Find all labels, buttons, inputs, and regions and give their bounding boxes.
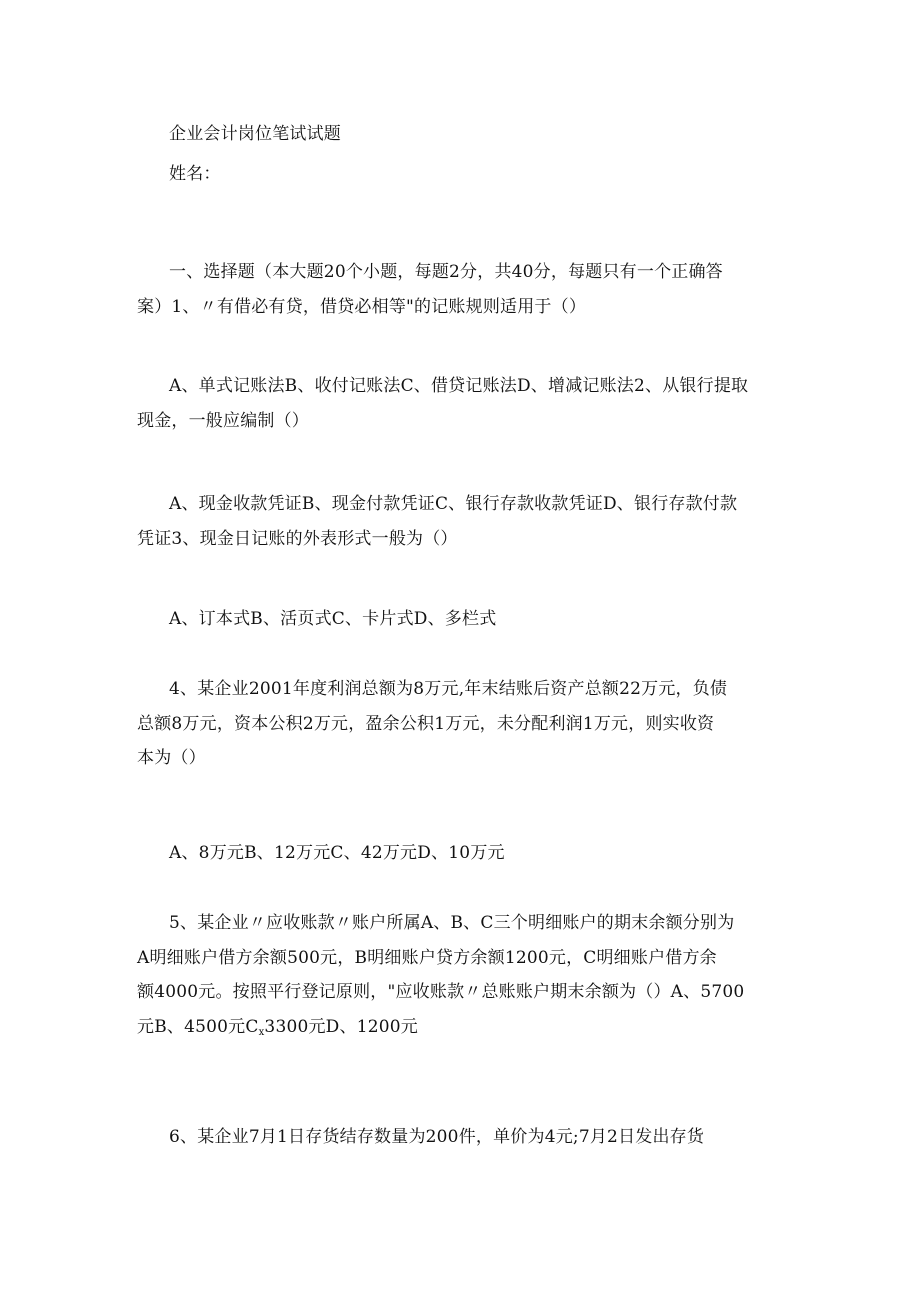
q2-options-line-2: 凭证3、现金日记账的外表形式一般为（） <box>137 528 458 549</box>
section-line-2: 案）1、〃有借必有贷，借贷必相等"的记账规则适用于（） <box>137 296 587 317</box>
name-field-label <box>137 157 787 192</box>
q5-line-4 <box>137 1010 787 1051</box>
q4-line-1: 4、某企业2001年度利润总额为8万元,年末结账后资产总额22万元，负债 <box>169 679 728 699</box>
question-2-options <box>137 487 787 556</box>
q1-options-line-2: 现金，一般应编制（） <box>137 410 309 431</box>
section-heading-choice <box>137 255 787 324</box>
q3-options-line-1: A、订本式B、活页式C、卡片式D、多栏式 <box>169 609 497 629</box>
name-label-text: 姓名： <box>169 164 221 184</box>
q1-options-line-1: A、单式记账法B、收付记账法C、借贷记账法D、增减记账法2、从银行提取 <box>169 376 749 396</box>
q6-line-1: 6、某企业7月1日存货结存数量为200件，单价为4元;7月2日发出存货 <box>169 1127 705 1147</box>
q5-line-4-subscript: x <box>258 1026 265 1038</box>
document-title <box>137 117 787 152</box>
q5-line-4-a: 元B、4500元C <box>137 1016 259 1037</box>
q2-options-line-1: A、现金收款凭证B、现金付款凭证C、银行存款收款凭证D、银行存款付款 <box>169 494 738 514</box>
question-4 <box>137 672 787 776</box>
q5-line-1: 5、某企业〃应收账款〃账户所属A、B、C三个明细账户的期末余额分别为 <box>169 913 735 933</box>
title-text: 企业会计岗位笔试试题 <box>169 124 341 144</box>
question-1-options <box>137 369 787 438</box>
question-6 <box>137 1120 787 1155</box>
section-line-1: 一、选择题（本大题20个小题，每题2分，共40分，每题只有一个正确答 <box>169 262 723 282</box>
question-3-options <box>137 602 787 637</box>
q5-line-2: A明细账户借方余额500元，B明细账户贷方余额1200元，C明细账户借方余 <box>137 947 717 968</box>
q5-line-4-b: 3300元D、1200元 <box>264 1016 418 1037</box>
question-5 <box>137 906 787 1050</box>
q5-line-3: 额4000元。按照平行登记原则，"应收账款〃总账账户期末余额为（）A、5700 <box>137 982 745 1002</box>
q4-line-2: 总额8万元，资本公积2万元，盈余公积1万元，未分配利润1万元，则实收资 <box>137 713 715 734</box>
q4-line-3: 本为（） <box>137 748 206 768</box>
question-4-options <box>137 836 787 871</box>
q4-options-line-1: A、8万元B、12万元C、42万元D、10万元 <box>169 843 505 863</box>
